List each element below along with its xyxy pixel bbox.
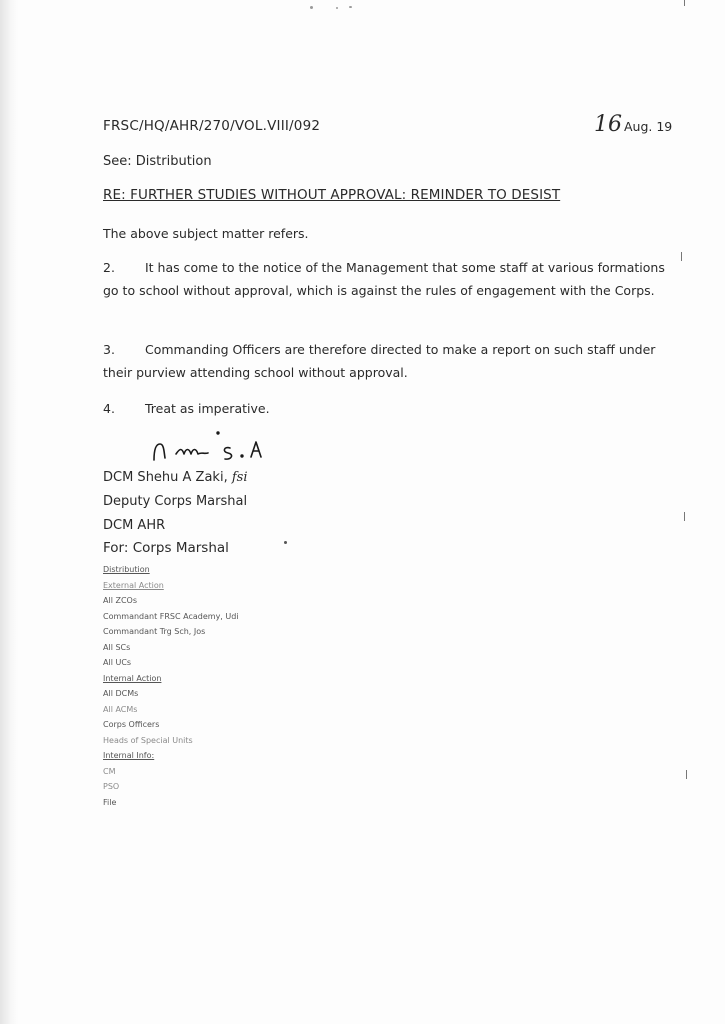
distribution-item: Heads of Special Units	[103, 735, 193, 745]
distribution-item: All SCs	[103, 642, 131, 652]
scan-mark	[684, 0, 685, 6]
letter-date	[594, 112, 672, 137]
paragraph-text: The above subject matter refers.	[103, 226, 309, 241]
distribution-item: All ACMs	[103, 704, 138, 714]
see-distribution-line: See: Distribution	[103, 154, 212, 169]
on-behalf-line: For: Corps Marshal	[103, 540, 229, 556]
distribution-section-external: External Action	[103, 580, 164, 590]
paragraph-4	[103, 397, 673, 420]
signer-name	[103, 470, 248, 485]
distribution-item: All ZCOs	[103, 596, 137, 605]
distribution-list	[103, 562, 239, 810]
paragraph-3	[103, 338, 678, 384]
date-day-handwritten: 16	[594, 112, 622, 137]
paragraph-number: 3.	[103, 342, 115, 357]
distribution-item: Corps Officers	[103, 720, 160, 729]
distribution-item: All UCs	[103, 658, 132, 667]
scan-mark	[681, 252, 682, 261]
signer-name-text: DCM Shehu A Zaki,	[103, 470, 228, 485]
paragraph-2	[103, 256, 678, 302]
reference-number: FRSC/HQ/AHR/270/VOL.VIII/092	[103, 118, 321, 134]
paragraph-text: It has come to the notice of the Management that some staff at various formations go to school without approval, which is against the rules of engagement with the Corps.	[103, 260, 665, 298]
handwritten-signature	[148, 430, 298, 466]
distribution-item: All DCMs	[103, 689, 139, 698]
signer-suffix: fsi	[231, 470, 248, 485]
scan-speck	[336, 7, 338, 9]
scan-speck	[310, 6, 313, 9]
subject-line: RE: FURTHER STUDIES WITHOUT APPROVAL: REMINDER TO DESIST	[103, 187, 561, 203]
distribution-item: Commandant Trg Sch, Jos	[103, 627, 206, 636]
signer-title: Deputy Corps Marshal	[103, 494, 248, 509]
paragraph-text: Treat as imperative.	[145, 401, 270, 416]
scan-speck	[284, 541, 287, 544]
distribution-item: Commandant FRSC Academy, Udi	[103, 611, 239, 621]
scan-shadow-edge	[0, 0, 18, 1024]
distribution-item: File	[103, 797, 117, 807]
distribution-section-info: Internal Info:	[103, 751, 155, 760]
date-month-year: Aug. 19	[624, 119, 673, 134]
paragraph-number: 4.	[103, 401, 115, 416]
paragraph-number: 2.	[103, 260, 115, 275]
scan-speck	[349, 6, 352, 8]
distribution-heading: Distribution	[103, 565, 150, 574]
scan-mark	[686, 770, 687, 779]
distribution-item: PSO	[103, 782, 120, 791]
distribution-item: CM	[103, 766, 116, 776]
paragraph-1	[103, 222, 673, 245]
paragraph-text: Commanding Officers are therefore directed to make a report on such staff under their purview attending school without approval.	[103, 342, 656, 380]
distribution-section-internal: Internal Action	[103, 673, 162, 683]
signer-department: DCM AHR	[103, 518, 166, 533]
scan-mark	[684, 512, 685, 521]
